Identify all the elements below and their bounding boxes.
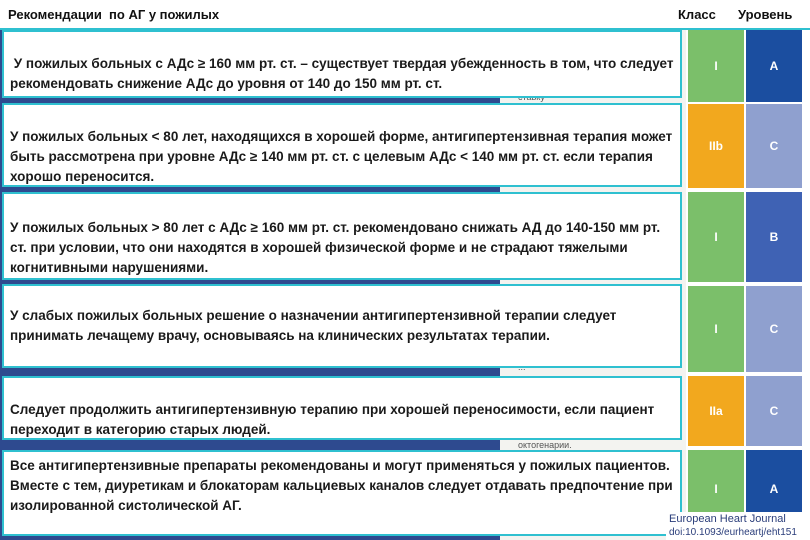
level-cell: A: [746, 450, 802, 528]
recommendation-box: У пожилых больных с АДс ≥ 160 мм рт. ст. – существует твердая убежденность в том, что следует рекомендовать снижение АДс до уровня от 140 до 150 мм рт. ст.: [2, 30, 682, 98]
class-cell: IIb: [688, 104, 744, 188]
table-header: [0, 0, 810, 30]
recommendation-box: Все антигипертензивные препараты рекомендованы и могут применяться у пожилых пациентов. Вместе с тем, диуретикам и блокаторам кальциевых каналов следует отдавать предпочтение при изолированной систолической АГ.: [2, 450, 682, 536]
recommendation-box: Следует продолжить антигипертензивную терапию при хорошей переносимости, если пациент переходит в категорию старых людей.: [2, 376, 682, 440]
journal-name: European Heart Journal: [669, 513, 786, 525]
level-cell: C: [746, 376, 802, 446]
level-cell: A: [746, 30, 802, 102]
recommendation-box: У слабых пожилых больных решение о назначении антигипертензивной терапии следует принимать лечащему врачу, основываясь на клинических результатах терапии.: [2, 284, 682, 368]
header-level-label: Уровень: [738, 7, 793, 22]
class-cell: I: [688, 286, 744, 372]
class-cell: I: [688, 192, 744, 282]
header-title: Рекомендации по АГ у пожилых: [8, 7, 220, 22]
class-cell: IIa: [688, 376, 744, 446]
class-cell: I: [688, 450, 744, 528]
header-class-label: Класс: [678, 7, 716, 22]
level-cell: B: [746, 192, 802, 282]
level-cell: C: [746, 104, 802, 188]
class-cell: I: [688, 30, 744, 102]
journal-reference: [666, 512, 810, 540]
level-cell: C: [746, 286, 802, 372]
recommendation-box: У пожилых больных < 80 лет, находящихся в хорошей форме, антигипертензивная терапия может быть рассмотрена при уровне АДс ≥ 140 мм рт. ст. с целевым АДс < 140 мм рт. ст. если терапия хорошо переносится.: [2, 103, 682, 187]
recommendation-box: У пожилых больных > 80 лет с АДс ≥ 160 мм рт. ст. рекомендовано снижать АД до 140-150 мм рт. ст. при условии, что они находятся в хорошей физической форме и не страдают тяжелыми когнитивными нарушениями.: [2, 192, 682, 280]
journal-doi: doi:10.1093/eurheartj/eht151: [669, 527, 797, 538]
background-doc-line: октогенарии.: [518, 440, 572, 450]
